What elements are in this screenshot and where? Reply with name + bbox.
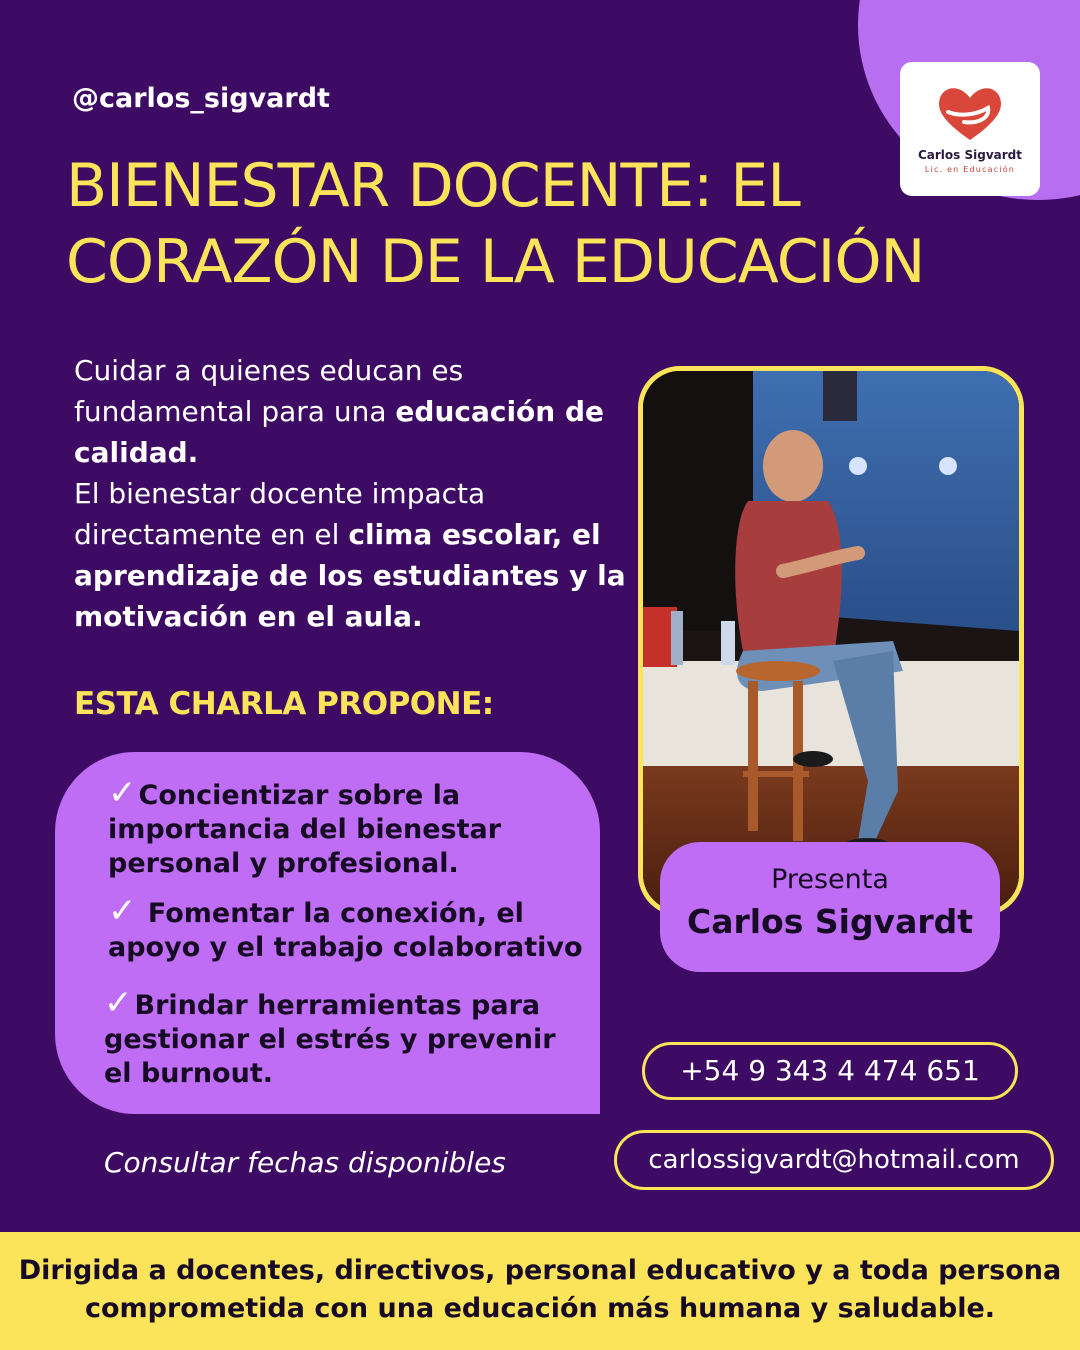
heart-hand-icon [934, 82, 1006, 146]
logo-name: Carlos Sigvardt [917, 148, 1022, 162]
footer-line-2: comprometida con una educación más humana y saludable. [84, 1293, 996, 1324]
title-line-1: BIENESTAR DOCENTE: EL [66, 151, 800, 221]
list-item: ✓Brindar herramientas para gestionar el estrés y prevenir el burnout. [104, 983, 556, 1089]
speaker-card [660, 842, 1000, 972]
phone-number: +54 9 343 4 474 651 [642, 1042, 1018, 1100]
speaker-photo [638, 366, 1024, 916]
intro-p2-bold: clima escolar, el aprendizaje de los estudiantes y la motivación en el aula. [74, 518, 626, 633]
email-address: carlossigvardt@hotmail.com [614, 1130, 1054, 1190]
footer-banner [0, 1232, 1080, 1350]
checkmark-icon: ✓ [104, 983, 133, 1023]
list-item: ✓ Fomentar la conexión, el apoyo y el trabajo colaborativo [108, 891, 583, 963]
footer-line-1: Dirigida a docentes, directivos, personal educativo y a toda persona [18, 1255, 1062, 1286]
intro-text [74, 350, 634, 637]
speaker-photo-illustration [643, 371, 1019, 911]
speaker-name: Carlos Sigvardt [686, 902, 974, 941]
checkmark-icon: ✓ [108, 773, 137, 813]
social-handle: @carlos_sigvardt [72, 83, 330, 114]
speaker-label: Presenta [771, 864, 889, 895]
list-item: ✓Concientizar sobre la importancia del bienestar personal y profesional. [108, 773, 502, 879]
footer-text [0, 1252, 1080, 1328]
intro-p1: Cuidar a quienes educan es fundamental para una [74, 354, 464, 428]
logo-subtitle: Lic. en Educación [924, 165, 1016, 174]
intro-p2: El bienestar docente impacta directamente en el [74, 477, 486, 551]
title-line-2: CORAZÓN DE LA EDUCACIÓN [66, 227, 925, 297]
propone-heading: ESTA CHARLA PROPONE: [74, 686, 494, 722]
checkmark-icon: ✓ [108, 891, 137, 931]
page-title [66, 148, 924, 300]
consult-dates-note: Consultar fechas disponibles [104, 1146, 506, 1179]
intro-p1-bold: educación de calidad. [74, 395, 605, 469]
